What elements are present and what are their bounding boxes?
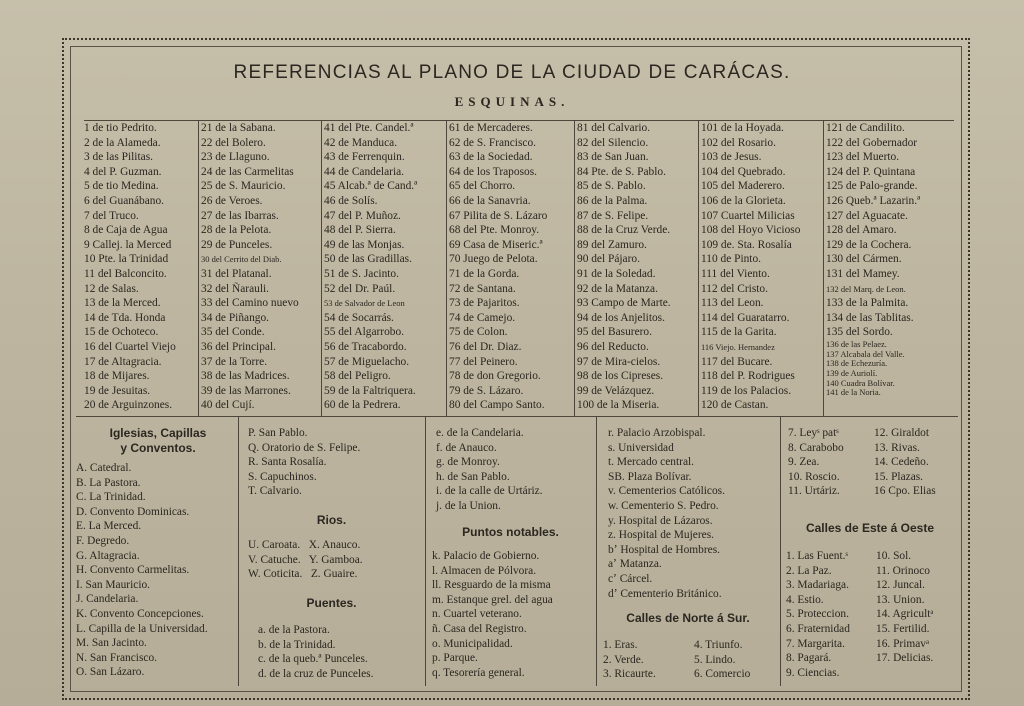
divider	[698, 120, 699, 416]
list-item: 2. Verde.	[603, 653, 644, 666]
list-item: a. de la Pastora.	[258, 624, 330, 636]
list-item: r. Palacio Arzobispal.	[608, 427, 706, 439]
list-item: d. de la cruz de Punceles.	[258, 667, 374, 680]
list-item: 11. Orinoco	[876, 564, 930, 577]
list-item: 44 de Candelaria.	[324, 165, 405, 178]
divider	[780, 416, 781, 686]
heading-conventos: y Conventos.	[120, 441, 196, 455]
list-item: 132 del Marq. de Leon.	[826, 283, 906, 294]
list-item: 121 de Candilito.	[826, 122, 905, 134]
list-item: A. Catedral.	[76, 462, 132, 474]
list-item: j. de la Union.	[436, 499, 501, 512]
list-item: 41 del Pte. Candel.ª	[324, 122, 414, 134]
list-item: 3. Ricaurte.	[603, 668, 656, 681]
list-item: 101 de la Hoyada.	[701, 122, 784, 134]
list-item: 48 del P. Sierra.	[324, 224, 396, 237]
list-item: 76 del Dr. Diaz.	[449, 340, 522, 353]
list-item: 118 del P. Rodrigues	[701, 370, 795, 383]
list-item: 24 de las Carmelitas	[201, 165, 294, 178]
list-item: E. La Merced.	[76, 520, 142, 533]
esquinas-column-1	[84, 121, 176, 413]
list-item: 15. Plazas.	[874, 470, 924, 483]
list-item: dʼ Cementerio Británico.	[608, 587, 722, 600]
list-item: 62 de S. Francisco.	[449, 136, 536, 149]
list-item: 28 de la Pelota.	[201, 224, 272, 237]
esquinas-column-5	[577, 121, 671, 413]
list-item: 72 de Santana.	[449, 282, 516, 295]
list-item: 103 de Jesus.	[701, 151, 762, 164]
list-item: ll. Resguardo de la misma	[432, 579, 551, 592]
list-item: m. Estanque grel. del agua	[432, 593, 553, 606]
list-item: 56 de Tracabordo.	[324, 340, 407, 353]
list-item: 136 de las Pelaez.	[826, 338, 887, 349]
list-item: 29 de Punceles.	[201, 238, 273, 251]
list-item: 104 del Quebrado.	[701, 165, 786, 178]
list-item: q. Tesorería general.	[432, 666, 525, 679]
list-item: 73 de Pajaritos.	[449, 297, 520, 310]
esquinas-column-2	[201, 121, 299, 413]
calles-continued-list-a	[788, 426, 844, 499]
list-item: 11 del Balconcito.	[84, 267, 167, 280]
list-item: 38 de las Madrices.	[201, 370, 290, 383]
list-item: 13 de la Merced.	[84, 297, 161, 310]
calles-norte-sur-list-b	[694, 638, 750, 682]
list-item: 108 del Hoyo Vicioso	[701, 224, 801, 237]
heading-puntos-notables: Puntos notables.	[462, 525, 559, 539]
list-item: T. Calvario.	[248, 485, 302, 498]
list-item: 64 de los Traposos.	[449, 165, 537, 178]
list-item: 39 de las Marrones.	[201, 384, 291, 397]
heading-calles-norte-sur: Calles de Norte á Sur.	[626, 611, 750, 625]
list-item: bʼ Hospital de Hombres.	[608, 543, 720, 556]
heading-iglesias: Iglesias, Capillas	[109, 426, 207, 440]
list-item: 89 del Zamuro.	[577, 238, 647, 251]
list-item: 117 del Bucare.	[701, 355, 773, 368]
list-item: p. Parque.	[432, 652, 478, 665]
list-item: 127 del Aguacate.	[826, 209, 908, 222]
list-item: 25 de S. Mauricio.	[201, 180, 286, 193]
list-item: 78 de don Gregorio.	[449, 370, 541, 383]
list-item: 57 de Miguelacho.	[324, 355, 410, 368]
list-item: 4. Triunfo.	[694, 639, 743, 651]
list-item: 128 del Amaro.	[826, 224, 897, 237]
list-item: U. Caroata. X. Anauco.	[248, 539, 361, 551]
list-item: 12. Juncal.	[876, 579, 926, 592]
list-item: 2. La Paz.	[786, 564, 832, 577]
list-item: 106 de la Glorieta.	[701, 194, 786, 207]
list-item: cʼ Cárcel.	[608, 572, 653, 585]
churches-continued-list	[248, 426, 360, 499]
list-item: 18 de Mijares.	[84, 370, 150, 383]
section-title-esquinas: ESQUINAS.	[454, 94, 570, 109]
list-item: V. Catuche. Y. Gamboa.	[248, 553, 363, 566]
list-item: 71 de la Gorda.	[449, 267, 520, 280]
list-item: 55 del Algarrobo.	[324, 326, 405, 339]
list-item: 133 de la Palmita.	[826, 297, 909, 310]
list-item: 14. Agricultᵃ	[876, 608, 934, 621]
list-item: b. de la Trinidad.	[258, 638, 336, 651]
list-item: 21 de la Sabana.	[201, 122, 276, 134]
list-item: 47 del P. Muñoz.	[324, 209, 401, 222]
list-item: 15. Fertilid.	[876, 622, 930, 635]
calles-norte-sur-list-a	[603, 638, 656, 682]
list-item: 8. Carabobo	[788, 441, 844, 454]
list-item: 26 de Veroes.	[201, 194, 263, 207]
esquinas-column-3	[324, 121, 417, 413]
list-item: 119 de los Palacios.	[701, 384, 792, 397]
list-item: 14 de Tda. Honda	[84, 311, 166, 324]
list-item: 1. Las Fuent.ˢ	[786, 550, 848, 562]
list-item: 11. Urtáriz.	[788, 485, 840, 498]
list-item: 4. Estio.	[786, 593, 824, 606]
list-item: 34 de Piñango.	[201, 311, 270, 324]
divider	[823, 120, 824, 416]
list-item: 86 de la Palma.	[577, 194, 648, 207]
list-item: 113 del Leon.	[701, 297, 764, 310]
list-item: 7. Margarita.	[786, 637, 845, 650]
list-item: 49 de las Monjas.	[324, 238, 405, 251]
esquinas-column-4	[449, 121, 547, 413]
list-item: 70 Juego de Pelota.	[449, 253, 538, 266]
list-item: 107 Cuartel Milicias	[701, 209, 795, 222]
list-item: 9. Ciencias.	[786, 666, 840, 679]
list-item: 131 del Mamey.	[826, 267, 900, 280]
heading-puentes: Puentes.	[306, 596, 357, 610]
list-item: 6. Comercio	[694, 668, 751, 681]
list-item: O. San Lázaro.	[76, 666, 145, 679]
list-item: 99 de Velázquez.	[577, 384, 655, 397]
list-item: 94 de los Anjelitos.	[577, 311, 665, 324]
list-item: 58 del Peligro.	[324, 370, 391, 383]
list-item: 5 de tio Medina.	[84, 180, 159, 193]
puntos-continued-list	[608, 426, 725, 601]
list-item: 12. Giraldot	[874, 427, 930, 439]
list-item: 17 de Altagracia.	[84, 355, 162, 368]
list-item: 122 del Gobernador	[826, 136, 918, 149]
list-item: 95 del Basurero.	[577, 326, 652, 339]
list-item: t. Mercado central.	[608, 456, 695, 469]
list-item: 9 Callej. la Merced	[84, 238, 172, 251]
list-item: 100 de la Miseria.	[577, 399, 660, 412]
list-item: 6. Fraternidad	[786, 622, 850, 635]
list-item: M. San Jacinto.	[76, 637, 147, 650]
list-item: D. Convento Dominicas.	[76, 505, 190, 518]
list-item: ñ. Casa del Registro.	[432, 622, 527, 635]
list-item: 7 del Truco.	[84, 209, 139, 222]
divider	[198, 120, 199, 416]
list-item: S. Capuchinos.	[248, 470, 317, 483]
list-item: 30 del Cerrito del Diab.	[201, 254, 282, 265]
list-item: 141 de la Noria.	[826, 387, 881, 398]
list-item: 63 de la Sociedad.	[449, 151, 533, 164]
list-item: 40 del Cují.	[201, 399, 255, 412]
list-item: 2 de la Alameda.	[84, 136, 161, 149]
esquinas-column-6	[701, 121, 800, 413]
list-item: R. Santa Rosalía.	[248, 456, 327, 469]
list-item: c. de la queb.ª Punceles.	[258, 653, 368, 666]
list-item: 20 de Arguinzones.	[84, 399, 173, 412]
list-item: 66 de la Sanavria.	[449, 194, 531, 207]
list-item: 4 del P. Guzman.	[84, 165, 162, 178]
list-item: 91 de la Soledad.	[577, 267, 656, 280]
divider	[321, 120, 322, 416]
list-item: o. Municipalidad.	[432, 637, 513, 650]
list-item: 27 de las Ibarras.	[201, 209, 279, 222]
puentes-continued-list	[436, 426, 543, 514]
list-item: 22 del Bolero.	[201, 136, 266, 149]
list-item: l. Almacen de Pólvora.	[432, 564, 537, 577]
list-item: I. San Mauricio.	[76, 578, 151, 591]
list-item: 67 Pilita de S. Lázaro	[449, 209, 548, 222]
list-item: SB. Plaza Bolívar.	[608, 470, 692, 483]
list-item: 137 Alcabala del Valle.	[826, 348, 905, 359]
list-item: 50 de las Gradillas.	[324, 253, 412, 266]
list-item: 43 de Ferrenquin.	[324, 151, 405, 164]
heading-calles-este-oeste: Calles de Este á Oeste	[805, 521, 935, 535]
list-item: 16. Primavᵃ	[876, 637, 930, 650]
list-item: e. de la Candelaria.	[436, 427, 524, 439]
list-item: 102 del Rosario.	[701, 136, 776, 149]
list-item: 120 de Castan.	[701, 399, 769, 412]
calles-este-oeste-list-a	[786, 549, 850, 680]
list-item: 54 de Socarrás.	[324, 311, 394, 324]
list-item: 126 Queb.ª Lazarin.ª	[826, 194, 921, 207]
list-item: 82 del Silencio.	[577, 136, 649, 149]
list-item: 109 de. Sta. Rosalía	[701, 238, 792, 251]
puentes-list	[258, 623, 373, 681]
list-item: 111 del Viento.	[701, 267, 770, 280]
list-item: C. La Trinidad.	[76, 491, 146, 504]
list-item: 10 Pte. la Trinidad	[84, 253, 169, 266]
list-item: s. Universidad	[608, 441, 674, 454]
list-item: 80 del Campo Santo.	[449, 399, 545, 412]
list-item: 31 del Platanal.	[201, 267, 272, 280]
list-item: 13. Rivas.	[874, 441, 920, 454]
list-item: 69 Casa de Miseric.ª	[449, 238, 543, 251]
divider	[238, 416, 239, 686]
list-item: Q. Oratorio de S. Felipe.	[248, 441, 361, 454]
list-item: 98 de los Cipreses.	[577, 370, 664, 383]
list-item: i. de la calle de Urtáriz.	[436, 485, 543, 498]
document-title: REFERENCIAS AL PLANO DE LA CIUDAD DE CARÁCAS.	[233, 62, 791, 83]
list-item: 60 de la Pedrera.	[324, 399, 401, 412]
list-item: 83 de San Juan.	[577, 151, 649, 164]
list-item: 84 Pte. de S. Pablo.	[577, 165, 666, 178]
list-item: 116 Viejo. Hernandez	[701, 341, 775, 352]
list-item: 65 del Chorro.	[449, 180, 516, 193]
heading-rios: Rios.	[316, 513, 347, 527]
list-item: 138 de Echezuría.	[826, 358, 888, 369]
list-item: 59 de la Faltriquera.	[324, 384, 416, 397]
list-item: 37 de la Torre.	[201, 355, 268, 368]
list-item: 96 del Reducto.	[577, 340, 649, 353]
list-item: 12 de Salas.	[84, 282, 139, 295]
list-item: 19 de Jesuitas.	[84, 384, 151, 397]
list-item: K. Convento Concepciones.	[76, 607, 204, 620]
list-item: W. Coticita. Z. Guaire.	[248, 568, 358, 581]
list-item: 79 de S. Lázaro.	[449, 384, 524, 397]
list-item: 115 de la Garita.	[701, 326, 777, 339]
list-item: 129 de la Cochera.	[826, 238, 912, 251]
list-item: f. de Anauco.	[436, 441, 497, 454]
list-item: 140 Cuadra Bolívar.	[826, 377, 895, 388]
list-item: 85 de S. Pablo.	[577, 180, 646, 193]
list-item: 16 Cpo. Elias	[874, 485, 936, 498]
list-item: 87 de S. Felipe.	[577, 209, 649, 222]
divider	[574, 120, 575, 416]
list-item: 45 Alcab.ª de Cand.ª	[324, 180, 418, 193]
list-item: 32 del Ñarauli.	[201, 282, 270, 295]
list-item: 10. Sol.	[876, 550, 912, 562]
list-item: F. Degredo.	[76, 534, 130, 547]
list-item: 16 del Cuartel Viejo	[84, 340, 176, 353]
list-item: 7. Leyˢ patˢ	[788, 427, 839, 439]
list-item: 3 de las Pilitas.	[84, 151, 153, 164]
list-item: 52 del Dr. Paúl.	[324, 282, 396, 295]
list-item: P. San Pablo.	[248, 427, 308, 439]
esquinas-column-7	[826, 121, 920, 398]
list-item: 8 de Caja de Agua	[84, 224, 168, 237]
puntos-notables-list	[432, 549, 553, 680]
iglesias-list	[76, 461, 208, 680]
list-item: 9. Zea.	[788, 456, 820, 469]
list-item: 77 del Peinero.	[449, 355, 518, 368]
list-item: 130 del Cármen.	[826, 253, 902, 266]
list-item: 36 del Principal.	[201, 340, 276, 353]
list-item: y. Hospital de Lázaros.	[608, 514, 713, 527]
list-item: 6 del Guanábano.	[84, 194, 165, 207]
list-item: 110 de Pinto.	[701, 253, 762, 266]
list-item: 5. Proteccion.	[786, 608, 849, 621]
list-item: 75 de Colon.	[449, 326, 508, 339]
list-item: 42 de Manduca.	[324, 136, 398, 149]
list-item: n. Cuartel veterano.	[432, 608, 522, 621]
list-item: 135 del Sordo.	[826, 326, 893, 339]
list-item: v. Cementerios Católicos.	[608, 485, 725, 498]
list-item: 1. Eras.	[603, 639, 638, 651]
list-item: 97 de Mira-cielos.	[577, 355, 661, 368]
list-item: H. Convento Carmelitas.	[76, 564, 190, 577]
list-item: aʼ Matanza.	[608, 558, 662, 571]
list-item: 74 de Camejo.	[449, 311, 516, 324]
list-item: 1 de tio Pedrito.	[84, 122, 157, 134]
list-item: 15 de Ochoteco.	[84, 326, 159, 339]
list-item: 92 de la Matanza.	[577, 282, 658, 295]
list-item: 124 del P. Quintana	[826, 165, 916, 178]
list-item: 13. Union.	[876, 593, 925, 606]
list-item: 8. Pagará.	[786, 652, 832, 665]
list-item: 10. Roscio.	[788, 470, 840, 483]
list-item: 134 de las Tablitas.	[826, 311, 914, 324]
list-item: z. Hospital de Mujeres.	[608, 529, 714, 542]
list-item: 46 de Solís.	[324, 194, 378, 207]
list-item: 125 de Palo-grande.	[826, 180, 918, 193]
list-item: w. Cementerio S. Pedro.	[608, 499, 719, 512]
list-item: L. Capilla de la Universidad.	[76, 622, 208, 635]
list-item: 81 del Calvario.	[577, 122, 651, 134]
list-item: 33 del Camino nuevo	[201, 297, 299, 310]
divider	[425, 416, 426, 686]
list-item: 35 del Conde.	[201, 326, 265, 339]
list-item: k. Palacio de Gobierno.	[432, 550, 540, 562]
list-item: 90 del Pájaro.	[577, 253, 640, 266]
list-item: G. Altagracia.	[76, 549, 140, 562]
rule-mid	[76, 416, 958, 417]
list-item: 123 del Muerto.	[826, 151, 900, 164]
list-item: 93 Campo de Marte.	[577, 297, 671, 310]
list-item: J. Candelaria.	[76, 593, 139, 606]
rios-list	[248, 538, 363, 582]
calles-este-oeste-list-b	[876, 549, 934, 666]
divider	[446, 120, 447, 416]
list-item: 139 de Auriolí.	[826, 367, 878, 378]
list-item: g. de Monroy.	[436, 456, 500, 469]
list-item: B. La Pastora.	[76, 476, 141, 489]
calles-continued-list-b	[874, 426, 936, 499]
list-item: 51 de S. Jacinto.	[324, 267, 399, 280]
list-item: 3. Madariaga.	[786, 579, 849, 592]
list-item: 68 del Pte. Monroy.	[449, 224, 540, 237]
list-item: N. San Francisco.	[76, 651, 157, 664]
list-item: 14. Cedeño.	[874, 456, 929, 469]
divider	[596, 416, 597, 686]
list-item: h. de San Pablo.	[436, 470, 510, 483]
list-item: 53 de Salvador de Leon	[324, 298, 405, 309]
list-item: 88 de la Cruz Verde.	[577, 224, 671, 237]
list-item: 5. Lindo.	[694, 653, 736, 666]
list-item: 61 de Mercaderes.	[449, 122, 533, 134]
list-item: 114 del Guaratarro.	[701, 311, 790, 324]
list-item: 23 de Llaguno.	[201, 151, 270, 164]
list-item: 112 del Cristo.	[701, 282, 768, 295]
list-item: 17. Delicias.	[876, 652, 934, 665]
list-item: 105 del Maderero.	[701, 180, 785, 193]
